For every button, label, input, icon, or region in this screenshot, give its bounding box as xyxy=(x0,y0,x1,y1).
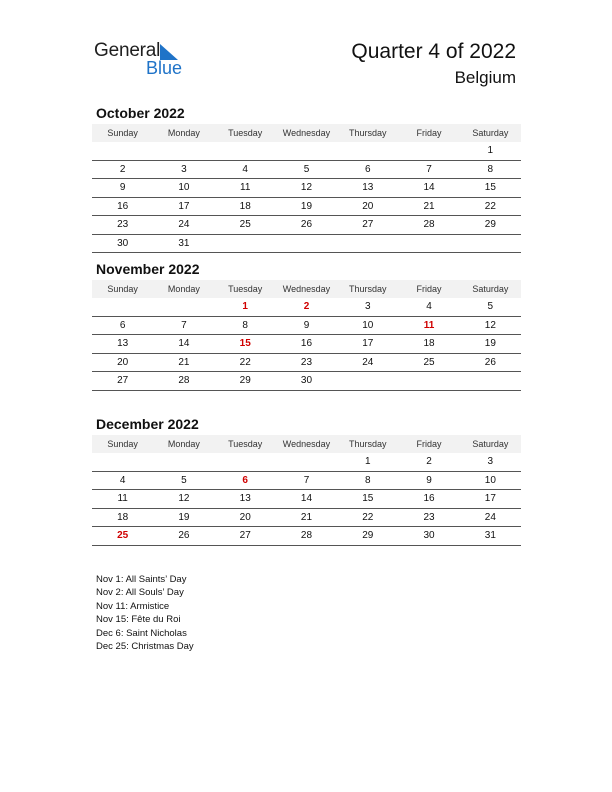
week-row xyxy=(92,198,521,217)
week-row xyxy=(92,298,521,317)
day-cell: 31 xyxy=(178,237,190,249)
day-cell: 26 xyxy=(484,356,496,368)
day-cell: 17 xyxy=(484,493,496,505)
week-row xyxy=(92,161,521,180)
weekday-header xyxy=(92,435,521,453)
month-title: December 2022 xyxy=(96,416,199,432)
holiday-day-cell: 25 xyxy=(117,530,129,542)
holiday-day-cell: 1 xyxy=(242,301,248,313)
holiday-day-cell: 2 xyxy=(303,301,310,313)
weekday-label: Thursday xyxy=(349,284,387,294)
weekday-label: Thursday xyxy=(349,439,387,449)
day-cell: 6 xyxy=(119,319,126,331)
day-cell: 20 xyxy=(362,200,374,212)
holiday-note: Nov 11: Armistice xyxy=(96,600,170,612)
day-cell: 22 xyxy=(239,356,251,368)
day-cell: 4 xyxy=(119,474,126,486)
day-cell: 12 xyxy=(300,182,313,194)
day-cell: 3 xyxy=(181,163,187,175)
quarter-title: Quarter 4 of 2022 xyxy=(351,40,516,63)
holiday-note: Dec 25: Christmas Day xyxy=(96,641,194,653)
weekday-label: Wednesday xyxy=(282,284,331,294)
day-cell: 21 xyxy=(178,356,190,368)
month-title: October 2022 xyxy=(96,105,185,121)
week-row xyxy=(92,216,521,235)
day-cell: 20 xyxy=(239,511,251,523)
day-cell: 24 xyxy=(178,219,190,231)
month-title: November 2022 xyxy=(96,261,200,277)
day-cell: 23 xyxy=(423,511,435,523)
week-row xyxy=(92,142,521,161)
day-cell: 26 xyxy=(178,530,190,542)
day-cell: 26 xyxy=(300,219,313,231)
day-cell: 9 xyxy=(426,474,432,486)
day-cell: 19 xyxy=(484,338,496,350)
weekday-label: Thursday xyxy=(349,128,387,138)
day-cell: 28 xyxy=(178,375,190,387)
weekday-label: Monday xyxy=(167,284,200,294)
day-cell: 29 xyxy=(362,530,374,542)
day-cell: 8 xyxy=(364,474,371,486)
weekday-label: Sunday xyxy=(107,439,138,449)
weekday-label: Tuesday xyxy=(228,284,263,294)
day-cell: 4 xyxy=(242,163,248,175)
day-cell: 22 xyxy=(362,511,374,523)
holiday-note: Nov 2: All Souls’ Day xyxy=(96,587,184,599)
day-cell: 27 xyxy=(117,375,129,387)
day-cell: 17 xyxy=(362,338,374,350)
holiday-day-cell: 6 xyxy=(242,474,248,486)
day-cell: 16 xyxy=(300,338,313,350)
holiday-notes xyxy=(96,573,194,653)
holiday-note: Nov 1: All Saints’ Day xyxy=(96,574,187,585)
day-cell: 18 xyxy=(239,200,251,212)
day-cell: 22 xyxy=(484,200,496,212)
day-cell: 1 xyxy=(364,456,371,468)
day-cell: 11 xyxy=(117,493,128,505)
day-cell: 7 xyxy=(181,319,187,331)
weekday-label: Wednesday xyxy=(282,128,331,138)
day-cell: 28 xyxy=(300,530,313,542)
month-december xyxy=(92,415,521,546)
brand-word-blue: Blue xyxy=(146,58,183,78)
day-cell: 29 xyxy=(239,375,251,387)
day-cell: 15 xyxy=(362,493,374,505)
day-cell: 8 xyxy=(242,319,248,331)
day-cell: 14 xyxy=(178,338,190,350)
day-cell: 5 xyxy=(303,163,310,175)
brand-word-general: General xyxy=(94,40,161,61)
weekday-header xyxy=(92,124,521,142)
day-cell: 14 xyxy=(423,182,435,194)
day-cell: 10 xyxy=(362,319,374,331)
day-cell: 11 xyxy=(240,182,251,194)
day-cell: 23 xyxy=(117,219,129,231)
day-cell: 10 xyxy=(484,474,496,486)
day-cell: 12 xyxy=(484,319,496,331)
day-cell: 14 xyxy=(300,493,313,505)
day-cell: 1 xyxy=(487,145,494,157)
day-cell: 25 xyxy=(239,219,251,231)
day-cell: 25 xyxy=(423,356,435,368)
day-cell: 16 xyxy=(117,200,129,212)
week-row xyxy=(92,509,521,528)
day-cell: 10 xyxy=(178,182,190,194)
day-cell: 21 xyxy=(423,200,435,212)
day-cell: 30 xyxy=(423,530,435,542)
day-cell: 24 xyxy=(362,356,374,368)
day-cell: 30 xyxy=(117,237,129,249)
day-cell: 18 xyxy=(117,511,129,523)
day-cell: 17 xyxy=(178,200,190,212)
day-cell: 31 xyxy=(484,530,496,542)
day-cell: 27 xyxy=(239,530,251,542)
week-row xyxy=(92,354,521,373)
day-cell: 24 xyxy=(484,511,496,523)
week-row xyxy=(92,335,521,354)
day-cell: 28 xyxy=(423,219,435,231)
day-cell: 19 xyxy=(300,200,313,212)
weekday-label: Tuesday xyxy=(228,439,263,449)
weekday-header xyxy=(92,280,521,298)
day-cell: 12 xyxy=(178,493,190,505)
day-cell: 9 xyxy=(303,319,310,331)
week-row xyxy=(92,453,521,472)
day-cell: 27 xyxy=(362,219,374,231)
day-cell: 29 xyxy=(484,219,496,231)
weekday-label: Friday xyxy=(416,439,442,449)
weekday-label: Sunday xyxy=(107,284,138,294)
weekday-label: Sunday xyxy=(107,128,138,138)
weekday-label: Tuesday xyxy=(228,128,263,138)
month-november xyxy=(92,260,521,391)
holiday-day-cell: 11 xyxy=(423,319,435,331)
weekday-label: Monday xyxy=(167,128,200,138)
weekday-label: Wednesday xyxy=(282,439,331,449)
day-cell: 20 xyxy=(117,356,129,368)
day-cell: 3 xyxy=(487,456,494,468)
day-cell: 30 xyxy=(300,375,313,387)
holiday-note: Nov 15: Fête du Roi xyxy=(96,614,181,626)
day-cell: 9 xyxy=(119,182,126,194)
brand-logo xyxy=(94,40,204,80)
day-cell: 13 xyxy=(117,338,129,350)
weekday-label: Friday xyxy=(416,128,442,138)
country-name: Belgium xyxy=(454,68,516,87)
holiday-day-cell: 15 xyxy=(239,338,251,350)
day-cell: 8 xyxy=(487,163,494,175)
day-cell: 5 xyxy=(181,474,187,486)
weekday-label: Saturday xyxy=(472,439,509,449)
day-cell: 18 xyxy=(423,338,435,350)
week-row xyxy=(92,472,521,491)
weekday-label: Saturday xyxy=(472,284,509,294)
weekday-label: Monday xyxy=(167,439,200,449)
day-cell: 13 xyxy=(362,182,374,194)
day-cell: 3 xyxy=(364,301,371,313)
day-cell: 7 xyxy=(303,474,310,486)
day-cell: 16 xyxy=(423,493,435,505)
day-cell: 5 xyxy=(487,301,494,313)
month-october xyxy=(92,104,521,253)
weekday-label: Saturday xyxy=(472,128,509,138)
week-row xyxy=(92,235,521,254)
day-cell: 21 xyxy=(300,511,313,523)
day-cell: 19 xyxy=(178,511,190,523)
week-row xyxy=(92,490,521,509)
week-row xyxy=(92,179,521,198)
week-row xyxy=(92,527,521,546)
week-row xyxy=(92,372,521,391)
week-row xyxy=(92,317,521,336)
day-cell: 2 xyxy=(119,163,126,175)
day-cell: 2 xyxy=(426,456,432,468)
day-cell: 15 xyxy=(484,182,496,194)
weekday-label: Friday xyxy=(416,284,442,294)
day-cell: 4 xyxy=(426,301,432,313)
day-cell: 23 xyxy=(300,356,313,368)
holiday-note: Dec 6: Saint Nicholas xyxy=(96,627,187,639)
day-cell: 13 xyxy=(239,493,251,505)
day-cell: 7 xyxy=(426,163,432,175)
day-cell: 6 xyxy=(364,163,371,175)
